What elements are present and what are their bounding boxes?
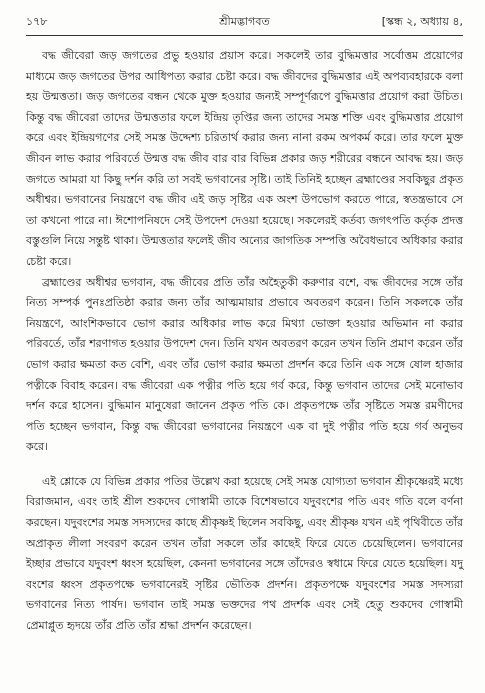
- page-number: ১৭৮: [26, 15, 48, 28]
- paragraph-3: এই শ্লোকে যে বিভিন্ন প্রকার পতির উল্লেখ করা হয়েছে সেই সমস্ত যোগ্যতা ভগবান শ্রীকৃষ্ণেরই মধ্যে বিরাজমান, এবং তাই শ্রীল শুকদেব গোস্বামী তাকে বিশেষভাবে যদুবংশের পতি এবং গতি বলে বর্ণনা করছেন। যদুবংশের সমস্ত সদস্যদের কাছে শ্রীকৃষ্ণই ছিলেন সবকিছু, এবং শ্রীকৃষ্ণ যখন এই পৃথিবীতে তাঁর অপ্রাকৃত লীলা সংবরণ করেন তখন তাঁরা সকলে তাঁর কাছেই ফিরে যেতে চেয়েছিলেন। ভগবানের ইচ্ছার প্রভাবে যদুবংশ ধ্বংস হয়েছিল, কেননা ভগবানের সঙ্গে তাঁদেরও স্বধামে ফিরে যেতে হয়েছিল। যদু বংশের ধ্বংস প্রকৃতপক্ষে ভগবানেরই সৃষ্টির ভৌতিক প্রদর্শন। প্রকৃতপক্ষে যদুবংশের সমস্ত সদস্যরা ভগবানের নিত্য পার্ষদ। ভগবান তাই সমস্ত ভক্তদের পথ প্রদর্শক এবং সেই হেতু শুকদেব গোস্বামী প্রেমাপ্লুত হৃদয়ে তাঁর প্রতি তাঁর শ্রদ্ধা প্রদর্শন করেছেন।: [26, 474, 463, 633]
- paragraph-1: বদ্ধ জীবেরা জড় জগতের প্রভু হওয়ার প্রয়াস করে। সকলেই তার বুদ্ধিমত্তার সর্বোত্তম প্রয়োগের মাধ্যমে জড় জগতের উপর আধিপত্য করার চেষ্টা করে। বদ্ধ জীবদের বুদ্ধিমত্তার এই অপব্যবহারকে বলা হয় উন্মত্ততা। জড় জগতের বন্ধন থেকে মুক্ত হওয়ার জন্যই সম্পূর্ণরূপে বুদ্ধিমত্তার প্রয়োগ করা উচিত। কিন্তু বদ্ধ জীবেরা তাদের উন্মত্ততার ফলে ইন্দ্রিয় তৃপ্তির জন্য তাদের সমস্ত শক্তি এবং বুদ্ধিমত্তার প্রয়োগ করে এবং ইন্দ্রিয়গণের সেই সমস্ত উদ্দেশ্য চরিতার্থ করার জন্য নানা রকম অপকর্ম করে। তার ফলে মুক্ত জীবন লাভ করার পরিবর্তে উন্মত্ত বদ্ধ জীব বার বার বিভিন্ন প্রকার জড় শরীরের বন্ধনে আবদ্ধ হয়। জড় জগতে আমরা যা কিছু দর্শন করি তা সবই ভগবানের সৃষ্টি। তাই তিনিই হচ্ছেন ব্রহ্মাণ্ডের সবকিছুর প্রকৃত অধীশ্বর। ভগবানের নিয়ন্ত্রণে বদ্ধ জীব এই জড় সৃষ্টির এক অংশ উপভোগ করতে পারে, স্বতন্ত্রভাবে সে তা কখনো পারে না। ঈশোপনিষদে সেই উপদেশ দেওয়া হয়েছে। সকলেরই কর্তব্য জগৎপতি কর্তৃক প্রদত্ত বস্তুগুলি নিয়ে সন্তুষ্ট থাকা। উন্মত্ততার ফলেই জীব অন্যের জাগতিক সম্পত্তি অবৈধভাবে অধিকার করার চেষ্টা করে।: [26, 49, 463, 268]
- running-title: শ্রীমদ্ভাগবত: [219, 15, 270, 28]
- header-rule: [26, 35, 463, 36]
- paragraph-2: ব্রহ্মাণ্ডের অধীশ্বর ভগবান, বদ্ধ জীবের প্রতি তাঁর অহৈতুকী করুণার বশে, বদ্ধ জীবদের সঙ্গে তাঁর নিত্য সম্পর্ক পুনঃপ্রতিষ্ঠা করার জন্য তাঁর আত্মমায়ার প্রভাবে অবতরণ করেন। তিনি সকলকে তাঁর নিয়ন্ত্রণে, আংশিকভাবে ভোগ করার অধিকার লাভ করে মিথ্যা ভোক্তা হওয়ার অভিমান না করার পরিবর্তে, তাঁর শরণাগত হওয়ার উপদেশ দেন। তিনি যখন অবতরণ করেন তখন তিনি প্রমাণ করেন তাঁর ভোগ করার ক্ষমতা কত বেশি, এবং তাঁর ভোগ করার ক্ষমতা প্রদর্শন করে তিনি এক সঙ্গে ষোল হাজার পত্নীকে বিবাহ করেন। বদ্ধ জীবেরা এক পত্নীর পতি হয়ে গর্ব করে, কিন্তু ভগবান তাদের সেই মনোভাব দর্শন করে হাসেন। বুদ্ধিমান মানুষেরা জানেন প্রকৃত পতি কে। প্রকৃতপক্ষে তাঁর সৃষ্টিতে সমস্ত রমণীদের পতি হচ্ছেন ভগবান, কিন্তু বদ্ধ জীবেরা ভগবানের নিয়ন্ত্রণে এক বা দুই পত্নীর পতি হয়ে গর্ব অনুভব করে।: [26, 275, 463, 454]
- section-reference: [স্কন্ধ ২, অধ্যায় ৪,: [381, 15, 463, 28]
- page-header: [26, 12, 463, 32]
